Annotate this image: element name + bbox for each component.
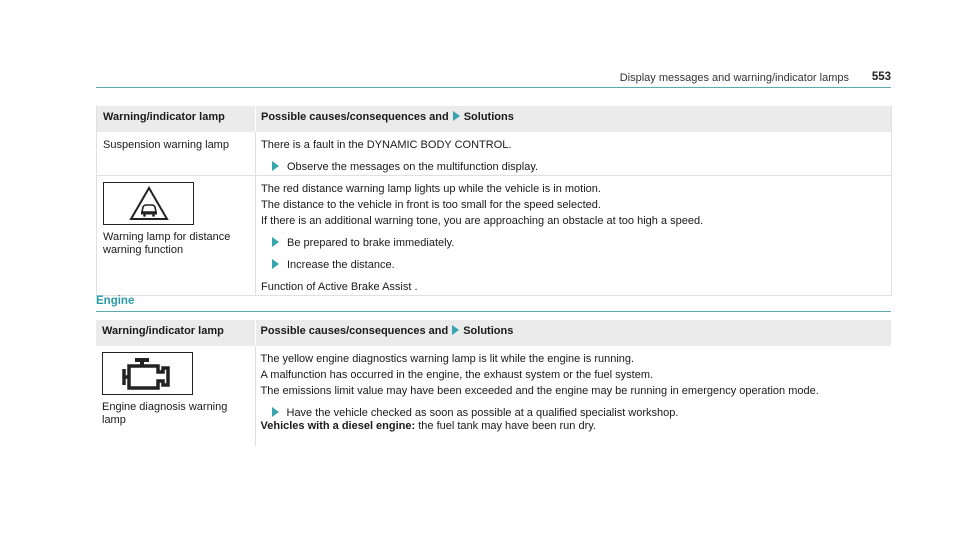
table-header-row [97,106,892,132]
diesel-note [261,418,892,434]
cause-line: The yellow engine diagnostics warning lamp is lit while the engine is running. [260,353,635,365]
page-header [96,66,891,88]
function-note: Function of Active Brake Assist . [261,281,418,293]
header-title: Display messages and warning/indicator lamps [619,72,849,84]
header-causes-prefix: Possible causes/consequences and [261,111,449,123]
lamp-label-line1: Engine diagnosis warning [102,401,228,413]
header-lamp: Warning/indicator lamp [96,320,255,346]
header-causes [255,320,891,346]
table-row [96,346,891,446]
table-row [97,176,892,296]
causes-cell [255,346,891,446]
lamp-label: Suspension warning lamp [103,139,229,151]
arrow-right-icon [272,237,279,247]
lamp-cell [97,176,256,296]
lamp-cell [97,132,256,176]
header-lamp: Warning/indicator lamp [97,106,256,132]
table-header-row [96,320,891,346]
diesel-text: the fuel tank may have been run dry. [418,420,596,432]
arrow-right-icon [452,325,459,335]
cause-line: The red distance warning lamp lights up while the vehicle is in motion. [261,183,601,195]
step-text: Observe the messages on the multifunction display. [287,161,539,173]
engine-icon [120,356,176,392]
cause-line: A malfunction has occurred in the engine, the exhaust system or the fuel system. [260,369,654,381]
cause-line: The emissions limit value may have been exceeded and the engine may be running in emergency operation mode. [260,385,819,397]
diesel-label: Vehicles with a diesel engine: [260,420,416,432]
page-number: 553 [871,71,891,83]
arrow-right-icon [272,259,279,269]
cause-text: There is a fault in the DYNAMIC BODY CONTROL. [261,139,512,151]
step-text: Increase the distance. [287,259,395,271]
lamp-label-line1: Warning lamp for distance [103,231,231,243]
warning-table-1 [96,106,892,296]
arrow-right-icon [272,407,279,417]
lamp-label-line2: warning function [103,244,184,256]
header-solutions: Solutions [463,111,514,123]
section-title-engine: Engine [96,295,135,307]
lamp-label-line2: lamp [102,414,126,426]
table-row [97,132,892,176]
distance-warning-triangle-icon [129,186,169,222]
engine-diagnosis-lamp-icon [102,352,193,395]
header-solutions: Solutions [463,325,514,337]
arrow-right-icon [272,161,279,171]
distance-warning-lamp-icon [103,182,194,225]
header-causes [256,106,892,132]
cause-line: The distance to the vehicle in front is too small for the speed selected. [261,199,601,211]
solution-step [261,257,891,273]
arrow-right-icon [453,111,460,121]
lamp-cell [96,346,255,446]
section-divider [96,311,891,312]
step-text: Have the vehicle checked as soon as possible at a qualified specialist workshop. [286,407,679,419]
step-text: Be prepared to brake immediately. [287,237,455,249]
causes-cell [256,132,892,176]
warning-table-2 [96,320,891,446]
header-causes-prefix: Possible causes/consequences and [260,325,449,337]
solution-step [261,159,891,175]
causes-cell [256,176,892,296]
cause-line: If there is an additional warning tone, you are approaching an obstacle at too high a speed. [261,215,704,227]
solution-step [261,235,891,251]
